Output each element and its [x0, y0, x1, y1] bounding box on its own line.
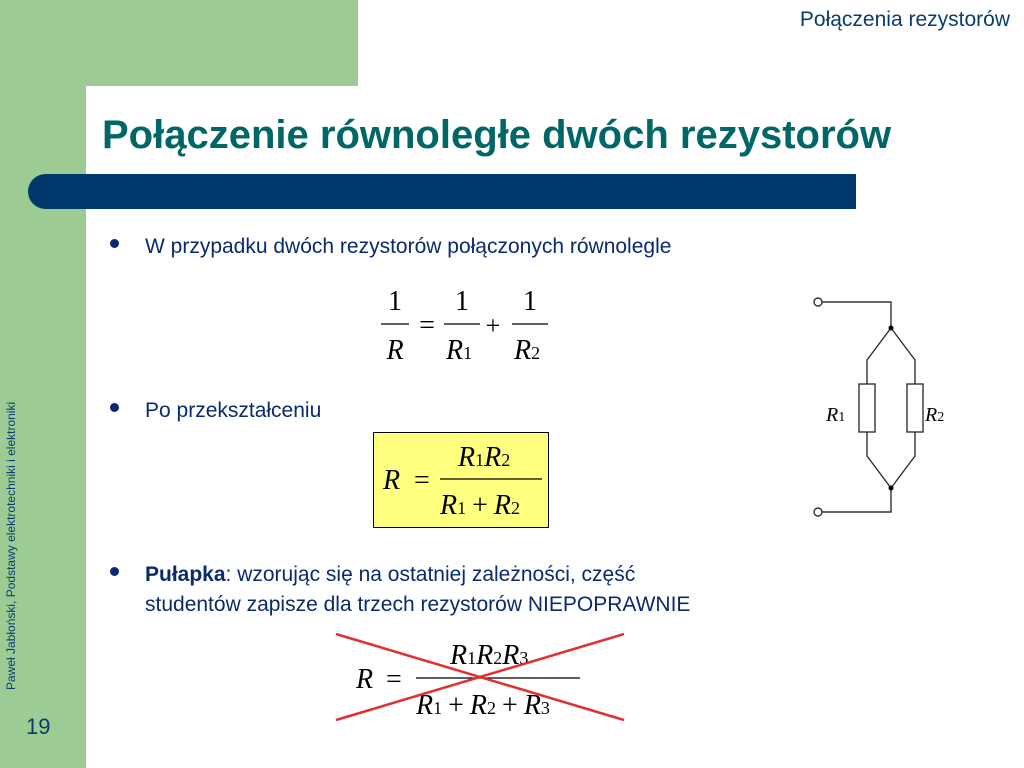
highlighted-formula-box [373, 432, 549, 528]
terminal-top [814, 298, 822, 306]
wire-top-left [867, 328, 891, 384]
bullet-dot [110, 403, 119, 412]
label-r2: R2 [925, 404, 945, 426]
wire-bottom [822, 488, 891, 512]
f1-den-r2: R2 [514, 335, 541, 366]
f1-equals: = [419, 310, 435, 341]
page-number: 19 [26, 714, 51, 739]
bullet-text: W przypadku dwóch rezystorów połączonych równolegle [145, 235, 672, 258]
f1-num-1: 1 [388, 286, 402, 317]
bullet-text-line1: : wzorując się na ostatniej zależności, część [225, 563, 636, 586]
resistor-r1 [859, 384, 875, 432]
f1-den-r: R [386, 335, 404, 366]
top-green-block [86, 0, 358, 86]
f1-num-2: 1 [455, 286, 469, 317]
resistor-r2 [907, 384, 923, 432]
f1-num-3: 1 [523, 286, 537, 317]
wire-bottom-right [891, 432, 915, 488]
f3-numerator: R1R2R3 [450, 640, 529, 671]
f1-den-r1: R1 [446, 335, 473, 366]
bullet-dot [110, 239, 119, 248]
f2-lhs-r: R [383, 465, 401, 496]
bullet-dot [110, 567, 119, 576]
slide-title: Połączenie równoległe dwóch rezystorów [102, 113, 892, 157]
f3-equals: = [386, 664, 402, 695]
wire-top-right [891, 328, 915, 384]
f3-denominator: R1 + R2 + R3 [416, 690, 550, 721]
formula-incorrect-three [330, 628, 630, 724]
formula-two-parallel [374, 433, 550, 529]
formula-parallel-reciprocal [370, 282, 560, 374]
bullet-text-line2: studentów zapisze dla trzech rezystorów NIEPOPRAWNIE [145, 593, 691, 616]
author-course-label: Paweł Jabłoński, Podstawy elektrotechniki i elektroniki [4, 401, 18, 690]
junction-bottom [889, 486, 894, 491]
pitfall-label: Pułapka [145, 563, 226, 586]
f2-numerator: R1R2 [458, 442, 511, 473]
wire-top [822, 302, 891, 328]
f2-equals: = [414, 465, 430, 496]
section-header: Połączenia rezystorów [799, 8, 1010, 31]
terminal-bottom [814, 508, 822, 516]
f2-denominator: R1 + R2 [440, 490, 521, 521]
title-underline-bar [28, 174, 856, 209]
wire-bottom-left [867, 432, 891, 488]
parallel-circuit-diagram [808, 290, 968, 526]
bullet-text [145, 560, 690, 620]
label-r1: R1 [826, 404, 846, 426]
junction-top [889, 326, 894, 331]
bullet-text: Po przekształceniu [145, 399, 322, 422]
f3-lhs-r: R [356, 664, 374, 695]
f1-plus: + [485, 311, 501, 340]
